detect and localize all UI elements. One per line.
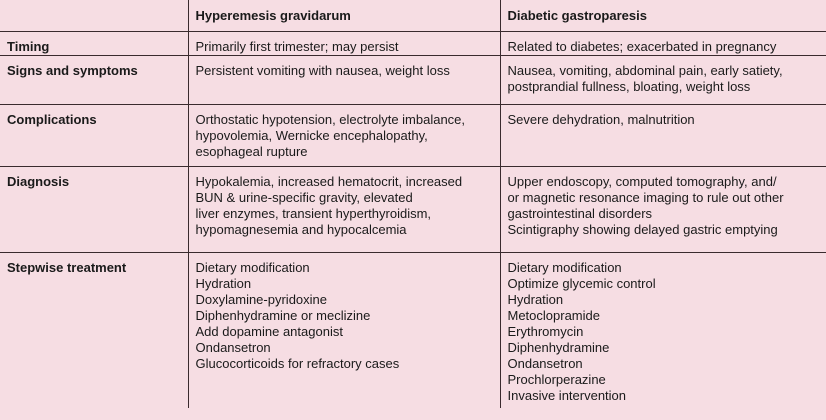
row-timing bbox=[0, 32, 826, 56]
cell-line: BUN & urine-specific gravity, elevated bbox=[195, 190, 413, 205]
header-gastroparesis: Diabetic gastroparesis bbox=[500, 0, 826, 32]
cell-line: Erythromycin bbox=[507, 324, 584, 339]
cell-line: esophageal rupture bbox=[195, 144, 308, 159]
cell-line: Severe dehydration, malnutrition bbox=[507, 112, 695, 127]
row-label: Diagnosis bbox=[0, 167, 188, 253]
row-stepwise-treatment bbox=[0, 253, 826, 409]
cell-line: Primarily first trimester; may persist bbox=[195, 39, 399, 54]
cell-line: Doxylamine-pyridoxine bbox=[195, 292, 327, 307]
cell-line: postprandial fullness, bloating, weight loss bbox=[507, 79, 751, 94]
cell-line: hypomagnesemia and hypocalcemia bbox=[195, 222, 407, 237]
cell-line: hypovolemia, Wernicke encephalopathy, bbox=[195, 128, 428, 143]
row-label: Timing bbox=[0, 32, 188, 56]
cell-line: Scintigraphy showing delayed gastric emptying bbox=[507, 222, 778, 237]
header-row bbox=[0, 0, 826, 32]
dg-cell bbox=[500, 32, 826, 56]
dg-cell bbox=[500, 56, 826, 105]
cell-line: gastrointestinal disorders bbox=[507, 206, 653, 221]
cell-line: Ondansetron bbox=[195, 340, 271, 355]
dg-cell bbox=[500, 105, 826, 167]
cell-line: Dietary modification bbox=[195, 260, 310, 275]
cell-line: Metoclopramide bbox=[507, 308, 600, 323]
hg-cell bbox=[188, 253, 500, 409]
cell-line: Dietary modification bbox=[507, 260, 622, 275]
cell-line: Prochlorperazine bbox=[507, 372, 606, 387]
hg-cell bbox=[188, 105, 500, 167]
dg-cell bbox=[500, 167, 826, 253]
row-label: Stepwise treatment bbox=[7, 260, 127, 275]
cell-line: or magnetic resonance imaging to rule out other bbox=[507, 190, 784, 205]
cell-line: Glucocorticoids for refractory cases bbox=[195, 356, 400, 371]
cell-line: Hydration bbox=[195, 276, 252, 291]
cell-line: Persistent vomiting with nausea, weight loss bbox=[195, 63, 450, 78]
header-blank bbox=[0, 0, 188, 32]
hg-cell bbox=[188, 167, 500, 253]
cell-line: Diphenhydramine bbox=[507, 340, 610, 355]
cell-line: Nausea, vomiting, abdominal pain, early satiety, bbox=[507, 63, 783, 78]
dg-cell bbox=[500, 253, 826, 409]
cell-line: Hydration bbox=[507, 292, 564, 307]
cell-line: Add dopamine antagonist bbox=[195, 324, 343, 339]
cell-line: Upper endoscopy, computed tomography, and/ bbox=[507, 174, 777, 189]
cell-line: liver enzymes, transient hyperthyroidism, bbox=[195, 206, 432, 221]
row-label: Complications bbox=[0, 105, 188, 167]
cell-line: Optimize glycemic control bbox=[507, 276, 656, 291]
row-diagnosis bbox=[0, 167, 826, 253]
cell-line: Orthostatic hypotension, electrolyte imbalance, bbox=[195, 112, 466, 127]
header-hyperemesis: Hyperemesis gravidarum bbox=[188, 0, 500, 32]
cell-line: Diphenhydramine or meclizine bbox=[195, 308, 371, 323]
row-signs-symptoms bbox=[0, 56, 826, 105]
row-complications bbox=[0, 105, 826, 167]
row-label: Signs and symptoms bbox=[0, 56, 188, 105]
cell-line: Ondansetron bbox=[507, 356, 583, 371]
hg-cell bbox=[188, 32, 500, 56]
hg-cell bbox=[188, 56, 500, 105]
cell-line: Related to diabetes; exacerbated in pregnancy bbox=[507, 39, 777, 54]
cell-line: Invasive intervention bbox=[507, 388, 627, 403]
cell-line: Hypokalemia, increased hematocrit, increased bbox=[195, 174, 463, 189]
